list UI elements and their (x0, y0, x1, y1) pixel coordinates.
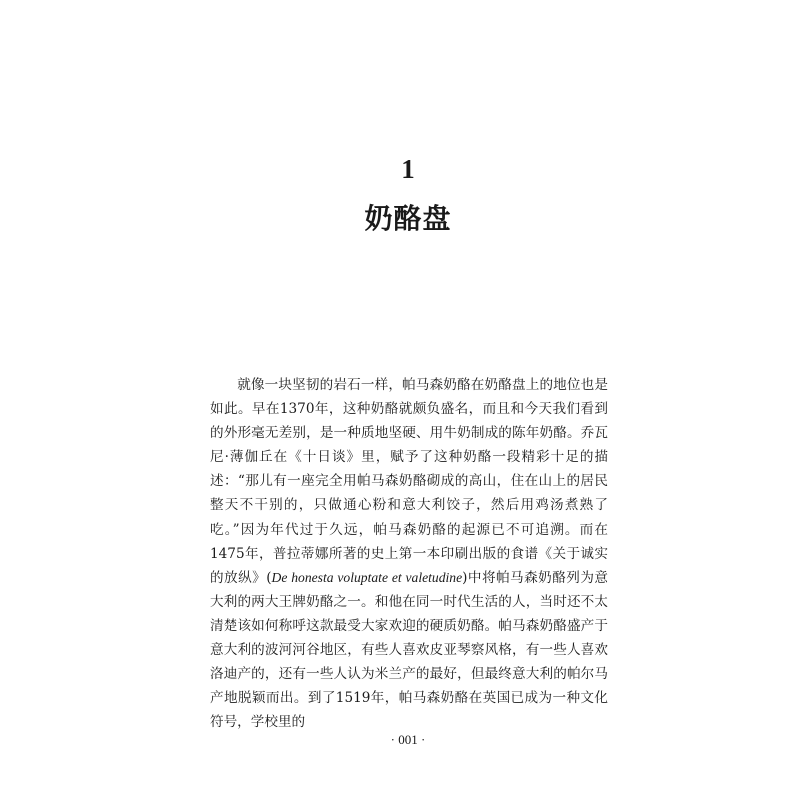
body-paragraph (210, 373, 608, 734)
paragraph-text-part1: 就像一块坚韧的岩石一样，帕马森奶酪在奶酪盘上的地位也是如此。早在1370年，这种奶酪就颇负盛名，而且和今天我们看到的外形毫无差别，是一种质地坚硬、用牛奶制成的陈年奶酪。乔瓦尼·薄伽丘在《十日谈》里，赋予了这种奶酪一段精彩十足的描述：“那儿有一座完全用帕马森奶酪砌成的高山，住在山上的居民整天不干别的，只做通心粉和意大利饺子，然后用鸡汤煮熟了吃。”因为年代过于久远，帕马森奶酪的起源已不可追溯。而在1475年，普拉蒂娜所著的史上第一本印刷出版的食谱《关于诚实的放纵》( (210, 377, 608, 586)
latin-book-title: De honesta voluptate et valetudine (271, 569, 463, 585)
chapter-title: 奶酪盘 (364, 202, 452, 235)
page-number: · 001 · (390, 732, 426, 747)
paragraph-text-part2: )中将帕马森奶酪列为意大利的两大王牌奶酪之一。和他在同一时代生活的人，当时还不太清楚该如何称呼这款最受大家欢迎的硬质奶酪。帕马森奶酪盛产于意大利的波河河谷地区，有些人喜欢皮亚琴察风格，有一些人喜欢洛迪产的，还有一些人认为米兰产的最好，但最终意大利的帕尔马产地脱颖而出。到了1519年，帕马森奶酪在英国已成为一种文化符号，学校里的 (210, 569, 608, 731)
chapter-number: 1 (401, 154, 415, 184)
